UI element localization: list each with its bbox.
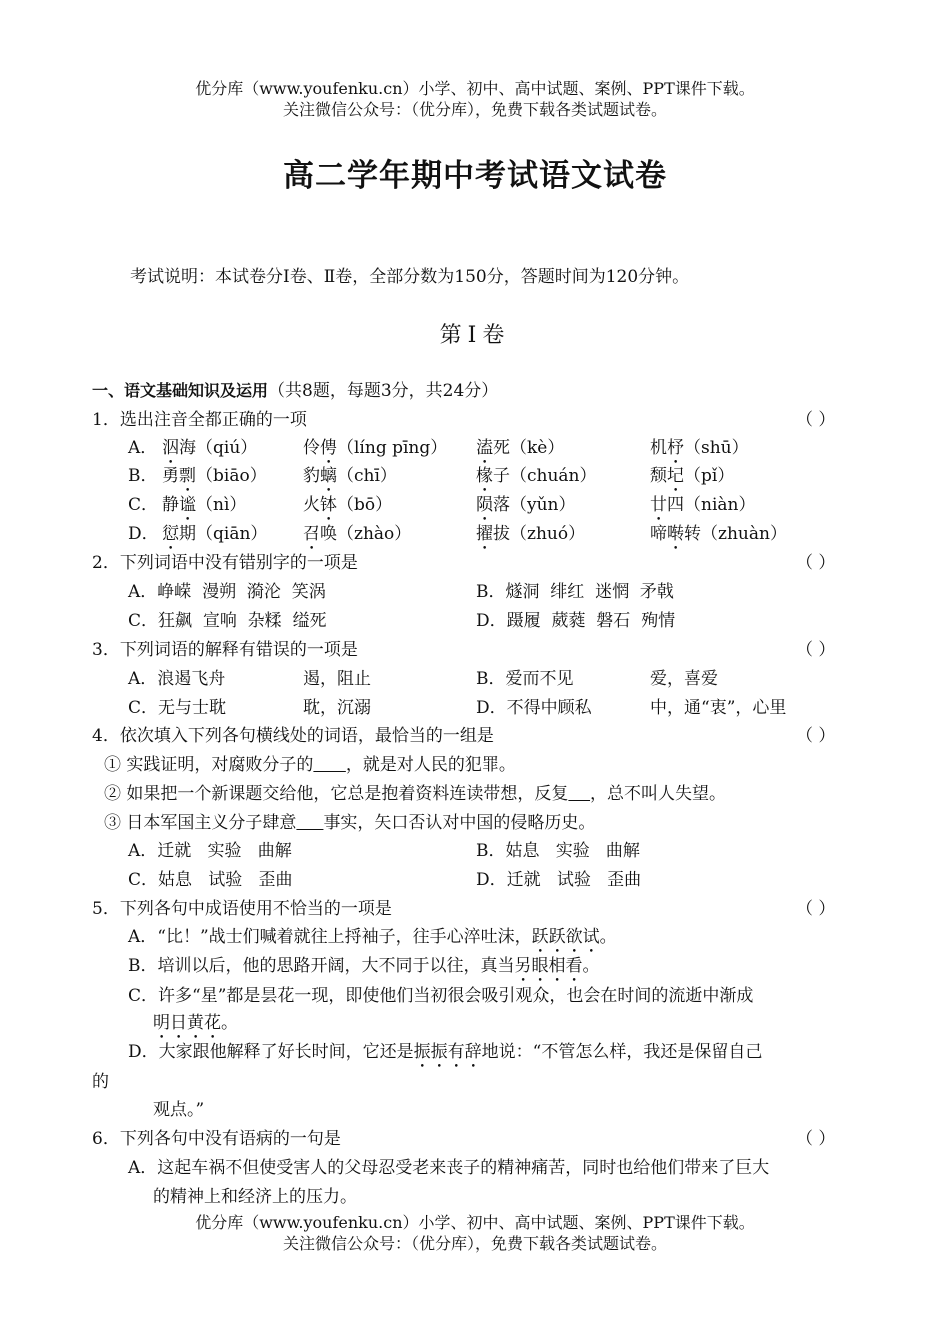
q1-d-3: 擢拔（zhuó） [476, 524, 586, 544]
q3-option-a-meaning: 遏，阻止 [303, 669, 371, 689]
q2-option-b: B．燧洞 绯红 迷惘 矛戟 [476, 582, 674, 602]
footer-line-1: 优分库（www.youfenku.cn）小学、初中、高中试题、案例、PPT课件下载。 [195, 1213, 755, 1232]
q1-a-2: 伶俜（líng pīng） [303, 438, 448, 458]
q1-option-c-label: C． [128, 495, 159, 515]
volume-heading: 第Ⅰ卷 [439, 323, 511, 348]
q1-b-1: 勇剽（biāo） [162, 466, 267, 486]
section-heading [92, 380, 498, 402]
q3-option-b: B．爱而不见 [476, 669, 574, 689]
q3-option-d: D．不得中顾私 [476, 698, 592, 718]
q5-option-d-line-1: D．大家跟他解释了好长时间，它还是振振有辞地说：“不管怎么样，我还是保留自己 [128, 1042, 763, 1062]
q4-option-a: A．迁就 实验 曲解 [128, 841, 292, 861]
q1-b-4: 颓圮（pǐ） [650, 466, 735, 486]
q1-stem: 1．选出注音全都正确的一项 [92, 410, 307, 430]
q1-a-1: 泅海（qiú） [162, 438, 258, 458]
q5-answer-paren: （ ） [796, 899, 836, 919]
q1-a-4: 机杼（shū） [650, 438, 749, 458]
q1-a-3: 溘死（kè） [476, 438, 565, 458]
q5-option-c-line-1: C．许多“星”都是昙花一现，即使他们当初很会吸引观众，也会在时间的流逝中渐成 [128, 986, 754, 1006]
q1-b-3: 椽子（chuán） [476, 466, 597, 486]
q5-option-d-line-2: 的 [92, 1072, 109, 1092]
q3-answer-paren: （ ） [796, 640, 836, 660]
q4-option-b: B．姑息 实验 曲解 [476, 841, 640, 861]
q2-option-a: A．峥嵘 漫朔 漪沦 笑涡 [128, 582, 326, 602]
exam-title: 高二学年期中考试语文试卷 [283, 158, 667, 194]
q1-c-3: 陨落（yǔn） [476, 495, 576, 515]
q3-option-d-meaning: 中，通“衷”，心里 [650, 698, 787, 718]
q4-sentence-1: ① 实践证明，对腐败分子的 ，就是对人民的犯罪。 [104, 755, 516, 775]
q1-d-1: 愆期（qiān） [162, 524, 268, 544]
q4-sentence-2: ② 如果把一个新课题交给他，它总是抱着资料连读带想，反复 ，总不叫人失望。 [104, 784, 727, 804]
q1-option-d-label: D． [128, 524, 159, 544]
q4-stem: 4．依次填入下列各句横线处的词语，最恰当的一组是 [92, 726, 494, 746]
q3-option-a: A．浪遏飞舟 [128, 669, 226, 689]
q4-option-d: D．迁就 试验 歪曲 [476, 870, 642, 890]
q1-c-1: 静谧（nì） [162, 495, 247, 515]
q6-stem: 6．下列各句中没有语病的一句是 [92, 1129, 341, 1149]
q4-sentence-3: ③ 日本军国主义分子肆意 事实，矢口否认对中国的侵略历史。 [104, 813, 596, 833]
q5-option-a: A．“比！”战士们喊着就往上捋袖子，往手心淬吐沫，跃跃欲试。 [128, 927, 617, 947]
q1-option-a-label: A． [128, 438, 158, 458]
q1-c-4: 廿四（niàn） [650, 495, 756, 515]
q6-option-a-line-2: 的精神上和经济上的压力。 [153, 1187, 357, 1207]
q2-option-c: C．狂飙 宣响 杂糅 缢死 [128, 611, 327, 631]
exam-instructions: 考试说明：本试卷分Ⅰ卷、Ⅱ卷，全部分数为150分，答题时间为120分钟。 [130, 267, 690, 287]
q5-option-c-line-2: 明日黄花。 [153, 1013, 238, 1033]
q3-stem: 3．下列词语的解释有错误的一项是 [92, 640, 358, 660]
q5-stem: 5．下列各句中成语使用不恰当的一项是 [92, 899, 392, 919]
q4-answer-paren: （ ） [796, 726, 836, 746]
q1-d-2: 召唤（zhào） [303, 524, 412, 544]
q1-d-4: 啼啭转（zhuàn） [650, 524, 787, 544]
q1-b-2: 豹螭（chī） [303, 466, 397, 486]
q1-answer-paren: （ ） [796, 410, 836, 430]
header-line-2: 关注微信公众号：（优分库），免费下载各类试题试卷。 [282, 100, 667, 119]
q6-answer-paren: （ ） [796, 1129, 836, 1149]
q6-option-a-line-1: A．这起车祸不但使受害人的父母忍受老来丧子的精神痛苦，同时也给他们带来了巨大 [128, 1158, 770, 1178]
section-title: 一、语文基础知识及运用 [92, 381, 269, 400]
footer-line-2: 关注微信公众号：（优分库），免费下载各类试题试卷。 [282, 1234, 667, 1253]
q1-option-b-label: B． [128, 466, 158, 486]
q3-option-b-meaning: 爱，喜爱 [650, 669, 718, 689]
q3-option-c: C．无与士耽 [128, 698, 227, 718]
q2-stem: 2．下列词语中没有错别字的一项是 [92, 553, 358, 573]
q4-option-c: C．姑息 试验 歪曲 [128, 870, 293, 890]
q3-option-c-meaning: 耽，沉溺 [303, 698, 371, 718]
header-line-1: 优分库（www.youfenku.cn）小学、初中、高中试题、案例、PPT课件下载。 [195, 79, 755, 98]
section-note: （共8题，每题3分，共24分） [268, 381, 499, 401]
q2-answer-paren: （ ） [796, 553, 836, 573]
q1-c-2: 火钵（bō） [303, 495, 393, 515]
q5-option-b: B．培训以后，他的思路开阔，大不同于以往，真当另眼相看。 [128, 956, 600, 976]
q5-option-d-line-3: 观点。” [153, 1100, 205, 1120]
q2-option-d: D．蹑履 葳蕤 磐石 殉情 [476, 611, 676, 631]
